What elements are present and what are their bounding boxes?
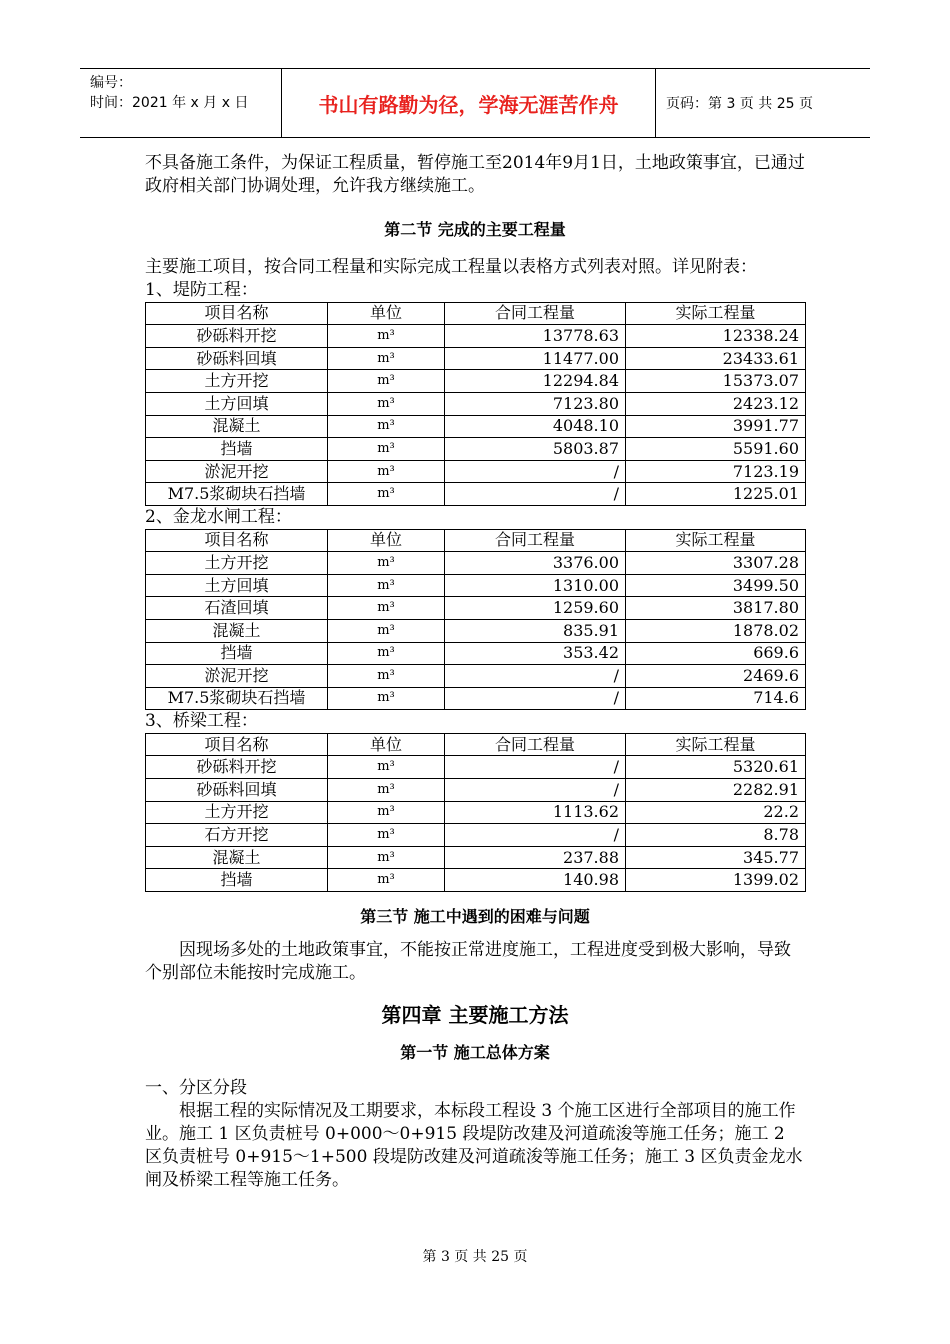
table-cell: 345.77	[626, 846, 806, 869]
column-header: 单位	[328, 302, 445, 325]
table-cell: 12338.24	[626, 325, 806, 348]
table-row	[146, 460, 806, 483]
page-footer: 第 3 页 共 25 页	[422, 1249, 528, 1265]
table-cell: 4048.10	[445, 415, 626, 438]
column-header: 实际工程量	[626, 302, 806, 325]
table-cell: m³	[328, 779, 445, 802]
table-cell: m³	[328, 597, 445, 620]
table-cell: m³	[328, 756, 445, 779]
column-header: 实际工程量	[626, 529, 806, 552]
table-cell: /	[445, 460, 626, 483]
table-row	[146, 325, 806, 348]
table-cell: 挡墙	[146, 869, 328, 892]
table-row	[146, 824, 806, 847]
table-cell: 混凝土	[146, 619, 328, 642]
number-label: 编号：	[90, 75, 132, 91]
column-header: 项目名称	[146, 302, 328, 325]
table-cell: /	[445, 687, 626, 710]
header-page-label: 页码：第 3 页 共 25 页	[666, 96, 813, 112]
table-row	[146, 779, 806, 802]
table-header-row	[146, 733, 806, 756]
table-cell: M7.5浆砌块石挡墙	[146, 483, 328, 506]
table-cell: 砂砾料回填	[146, 779, 328, 802]
table-cell: 淤泥开挖	[146, 460, 328, 483]
table-cell: m³	[328, 846, 445, 869]
table-cell: 714.6	[626, 687, 806, 710]
table-cell: 669.6	[626, 642, 806, 665]
section-4-1-title: 第一节 施工总体方案	[400, 1043, 550, 1063]
section-2-paragraph: 主要施工项目，按合同工程量和实际完成工程量以表格方式列表对照。详见附表：	[145, 257, 757, 277]
table-cell: 1225.01	[626, 483, 806, 506]
table-row	[146, 438, 806, 461]
table-cell: m³	[328, 438, 445, 461]
table-cell: 237.88	[445, 846, 626, 869]
bridge-table	[145, 733, 806, 892]
document-body	[145, 152, 805, 1192]
table-cell: 835.91	[445, 619, 626, 642]
page-header	[80, 68, 870, 138]
dike-table-body	[146, 302, 806, 505]
table-cell: 3376.00	[445, 552, 626, 575]
column-header: 合同工程量	[445, 529, 626, 552]
table-cell: 7123.19	[626, 460, 806, 483]
table-row	[146, 552, 806, 575]
table-row	[146, 392, 806, 415]
table-cell: 2423.12	[626, 392, 806, 415]
table-cell: /	[445, 756, 626, 779]
bridge-label: 3、桥梁工程：	[145, 711, 258, 732]
table-cell: m³	[328, 483, 445, 506]
table-cell: 22.2	[626, 801, 806, 824]
table-cell: m³	[328, 574, 445, 597]
table-row	[146, 846, 806, 869]
table-row	[146, 687, 806, 710]
table-cell: 3991.77	[626, 415, 806, 438]
table-cell: m³	[328, 415, 445, 438]
table-cell: 石方开挖	[146, 824, 328, 847]
table-cell: /	[445, 483, 626, 506]
section-3-paragraph: 因现场多处的土地政策事宜，不能按正常进度施工，工程进度受到极大影响，导致个别部位未能按时完成施工。	[145, 940, 791, 984]
dike-label: 1、堤防工程：	[145, 280, 258, 300]
table-cell: m³	[328, 619, 445, 642]
table-cell: 2282.91	[626, 779, 806, 802]
header-meta	[80, 69, 282, 137]
dike-table	[145, 302, 806, 506]
section-4-1-paragraph: 根据工程的实际情况及工期要求，本标段工程设 3 个施工区进行全部项目的施工作业。施工 1 区负责桩号 0+000～0+915 段堤防改建及河道疏浚等施工任务；施工 2 区负责桩号 0+915～1+500 段堤防改建及河道疏浚等施工任务；施工 3 区负责金龙水闸及桥梁工程等施工任务。	[145, 1101, 803, 1191]
table-cell: 砂砾料回填	[146, 347, 328, 370]
sluice-table	[145, 529, 806, 711]
table-cell: 挡墙	[146, 438, 328, 461]
table-row	[146, 347, 806, 370]
table-cell: 土方开挖	[146, 552, 328, 575]
time-label: 时间：2021 年 x 月 x 日	[90, 95, 249, 111]
header-motto: 书山有路勤为径，学海无涯苦作舟	[282, 69, 656, 137]
table-cell: 15373.07	[626, 370, 806, 393]
table-row	[146, 574, 806, 597]
table-cell: 12294.84	[445, 370, 626, 393]
table-cell: m³	[328, 552, 445, 575]
table-cell: m³	[328, 687, 445, 710]
table-cell: 23433.61	[626, 347, 806, 370]
table-cell: 挡墙	[146, 642, 328, 665]
table-row	[146, 370, 806, 393]
sluice-table-body	[146, 529, 806, 710]
table-cell: m³	[328, 801, 445, 824]
table-cell: m³	[328, 460, 445, 483]
table-cell: m³	[328, 347, 445, 370]
sluice-label: 2、金龙水闸工程：	[145, 506, 292, 527]
table-cell: 土方回填	[146, 574, 328, 597]
section-2-title: 第二节 完成的主要工程量	[384, 220, 566, 239]
table-cell: /	[445, 824, 626, 847]
table-row	[146, 869, 806, 892]
table-row	[146, 801, 806, 824]
table-cell: m³	[328, 392, 445, 415]
table-cell: 5803.87	[445, 438, 626, 461]
table-cell: 1399.02	[626, 869, 806, 892]
chapter-4-title: 第四章 主要施工方法	[381, 1003, 569, 1028]
table-cell: m³	[328, 665, 445, 688]
column-header: 单位	[328, 529, 445, 552]
table-cell: M7.5浆砌块石挡墙	[146, 687, 328, 710]
table-cell: 土方开挖	[146, 370, 328, 393]
table-cell: 5320.61	[626, 756, 806, 779]
table-cell: m³	[328, 325, 445, 348]
table-cell: m³	[328, 824, 445, 847]
table-cell: 1259.60	[445, 597, 626, 620]
table-cell: 土方开挖	[146, 801, 328, 824]
table-cell: 混凝土	[146, 415, 328, 438]
table-row	[146, 642, 806, 665]
table-header-row	[146, 302, 806, 325]
table-row	[146, 597, 806, 620]
table-cell: 8.78	[626, 824, 806, 847]
table-cell: 3307.28	[626, 552, 806, 575]
table-cell: m³	[328, 370, 445, 393]
table-cell: 13778.63	[445, 325, 626, 348]
table-cell: 淤泥开挖	[146, 665, 328, 688]
table-row	[146, 619, 806, 642]
table-cell: 7123.80	[445, 392, 626, 415]
table-header-row	[146, 529, 806, 552]
table-cell: 11477.00	[445, 347, 626, 370]
table-cell: /	[445, 779, 626, 802]
table-cell: 2469.6	[626, 665, 806, 688]
column-header: 单位	[328, 733, 445, 756]
table-cell: m³	[328, 869, 445, 892]
table-row	[146, 483, 806, 506]
table-cell: 砂砾料开挖	[146, 756, 328, 779]
section-3-title: 第三节 施工中遇到的困难与问题	[360, 907, 590, 927]
table-cell: 1310.00	[445, 574, 626, 597]
table-cell: 5591.60	[626, 438, 806, 461]
bridge-table-body	[146, 733, 806, 891]
table-row	[146, 756, 806, 779]
table-cell: 3499.50	[626, 574, 806, 597]
table-cell: 140.98	[445, 869, 626, 892]
subsection-label: 一、分区分段	[145, 1078, 247, 1099]
table-cell: 3817.80	[626, 597, 806, 620]
column-header: 项目名称	[146, 733, 328, 756]
table-cell: 混凝土	[146, 846, 328, 869]
table-cell: 353.42	[445, 642, 626, 665]
column-header: 合同工程量	[445, 733, 626, 756]
column-header: 实际工程量	[626, 733, 806, 756]
table-cell: 土方回填	[146, 392, 328, 415]
intro-paragraph: 不具备施工条件，为保证工程质量，暂停施工至2014年9月1日，土地政策事宜，已通过政府相关部门协调处理，允许我方继续施工。	[145, 153, 805, 196]
table-cell: 砂砾料开挖	[146, 325, 328, 348]
table-row	[146, 665, 806, 688]
column-header: 合同工程量	[445, 302, 626, 325]
table-cell: 石渣回填	[146, 597, 328, 620]
table-cell: 1113.62	[445, 801, 626, 824]
column-header: 项目名称	[146, 529, 328, 552]
table-row	[146, 415, 806, 438]
table-cell: m³	[328, 642, 445, 665]
table-cell: /	[445, 665, 626, 688]
table-cell: 1878.02	[626, 619, 806, 642]
